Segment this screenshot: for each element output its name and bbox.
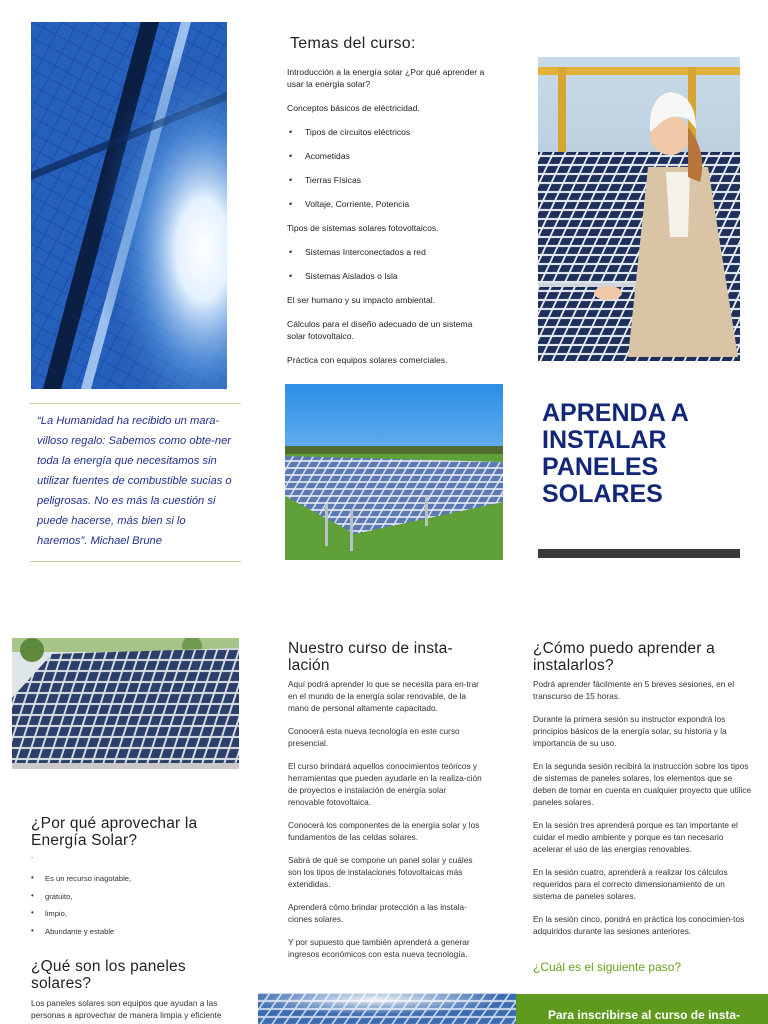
headline-underline-bar <box>538 549 740 558</box>
curso-paragraph: Conocerá esta nueva tecnología en este curso presencial. <box>288 726 460 748</box>
headline <box>542 400 742 508</box>
como-body <box>533 678 755 948</box>
list-item: • Tipos de circuitos eléctricos <box>287 126 487 138</box>
list-item: • Es un recurso inagotable, <box>31 874 231 892</box>
temas-impacto: El ser humano y su impacto ambiental. <box>287 295 436 305</box>
bullet-list-electricidad <box>287 126 487 210</box>
temas-calculos: Cálculos para el diseño adecuado de un sistema solar fotovoltaico. <box>287 319 473 341</box>
bullet-list-sistemas <box>287 246 487 282</box>
como-paragraph: En la sesión cinco, pondrá en práctica los conocimien-tos adquiridos durante las sesiones anteriores. <box>533 914 745 936</box>
list-item: • Acometidas <box>287 150 487 162</box>
que-body: Los paneles solares son equipos que ayudan a las personas a aprovechar de manera limpia y eficiente <box>31 998 222 1020</box>
curso-paragraph: Aquí podrá aprender lo que se necesita para en-trar en el mundo de la energía solar renovable, de la mano de personal altamente capacitado. <box>288 679 479 713</box>
como-paragraph: En la sesión cuatro, aprenderá a realizar los cálculos requeridos para el correcto dimensionamiento de un sistema de paneles solares. <box>533 867 728 901</box>
engineer-woman-photo <box>538 57 740 361</box>
list-item: • Sistemas Interconectados a red <box>287 246 487 258</box>
headline-line: INSTALAR <box>542 426 667 454</box>
rooftop-panels-photo <box>12 638 239 769</box>
como-paragraph: Durante la primera sesión su instructor expondrá los principios básicos de la energía solar, su historia y la importancia de su uso. <box>533 714 727 748</box>
temas-title: Temas del curso: <box>290 35 416 52</box>
headline-line: PANELES <box>542 453 659 481</box>
list-item: • Sistemas Aislados o Isla <box>287 270 487 282</box>
temas-list <box>287 66 487 378</box>
quote-text: “La Humanidad ha recibido un mara-villoso regalo: Sabemos como obte-ner toda la energía que necesitamos sin utilizar fuentes de combustible sucias o peligrosas. No es más la cuestión si puede hacerse, más bien si lo haremos”. Michael Brune <box>37 415 232 547</box>
list-item: • gratuito, <box>31 892 231 910</box>
como-paragraph: En la segunda sesión recibirá la instrucción sobre los tipos de sistemas de paneles solares, los elementos que se deben de tomar en cuenta en cualquier proyecto que utilice paneles solares. <box>533 761 752 807</box>
list-item: • Abundante y estable <box>31 927 231 945</box>
curso-paragraph: Y por supuesto que también aprenderá a generar ingresos económicos con esta nueva tecnología. <box>288 937 470 959</box>
solar-field-photo <box>285 384 503 560</box>
curso-body <box>288 678 484 971</box>
headline-line: APRENDA A <box>542 399 689 427</box>
temas-conceptos: Conceptos básicos de eléctricidad. <box>287 103 420 113</box>
como-paragraph: En la sesión tres aprenderá porque es tan importante el cuidar el medio ambiente y porque es tan necesario acelerar el uso de las energías renovables. <box>533 820 738 854</box>
temas-tipos: Tipos de sistemas solares fotovoltaicos. <box>287 223 439 233</box>
temas-intro: Introducción a la energía solar ¿Por qué aprender a usar la energía solar? <box>287 67 485 89</box>
headline-line: SOLARES <box>542 480 663 508</box>
curso-paragraph: Sabrá de qué se compone un panel solar y cuáles son los tipos de instalaciones fotovoltaicas más extendidas. <box>288 855 473 889</box>
temas-practica: Práctica con equipos solares comerciales. <box>287 355 448 365</box>
curso-paragraph: Conocerá los componentes de la energía solar y los fundamentos de las celdas solares. <box>288 820 480 842</box>
next-step-heading: ¿Cuál es el siguiente paso? <box>533 960 682 974</box>
como-title: ¿Cómo puedo aprender a instalarlos? <box>533 640 715 674</box>
porque-dash: - <box>31 855 34 862</box>
curso-paragraph: Aprenderá cómo brindar protección a las instala-ciones solares. <box>288 902 467 924</box>
list-item: • Voltaje, Corriente, Potencia <box>287 198 487 210</box>
cta-text: Para inscribirse al curso de insta- <box>548 1008 741 1022</box>
solar-panel-closeup-photo <box>31 22 227 389</box>
bottom-panels-photo <box>258 993 516 1024</box>
curso-title: Nuestro curso de insta-lación <box>288 640 453 674</box>
porque-list <box>31 874 231 944</box>
que-title: ¿Qué son los paneles solares? <box>31 958 186 992</box>
porque-title: ¿Por qué aprovechar la Energía Solar? <box>31 815 198 849</box>
como-paragraph: Podrá aprender fácilmente en 5 breves sesiones, en el transcurso de 15 horas. <box>533 679 735 701</box>
list-item: • Tierras Físicas <box>287 174 487 186</box>
curso-paragraph: El curso brindará aquellos conocimientos teóricos y herramientas que pueden ayudarle en la realiza-ción de proyectos e instalación de energía solar renovable fotovoltaica. <box>288 761 482 807</box>
list-item: • limpio, <box>31 909 231 927</box>
